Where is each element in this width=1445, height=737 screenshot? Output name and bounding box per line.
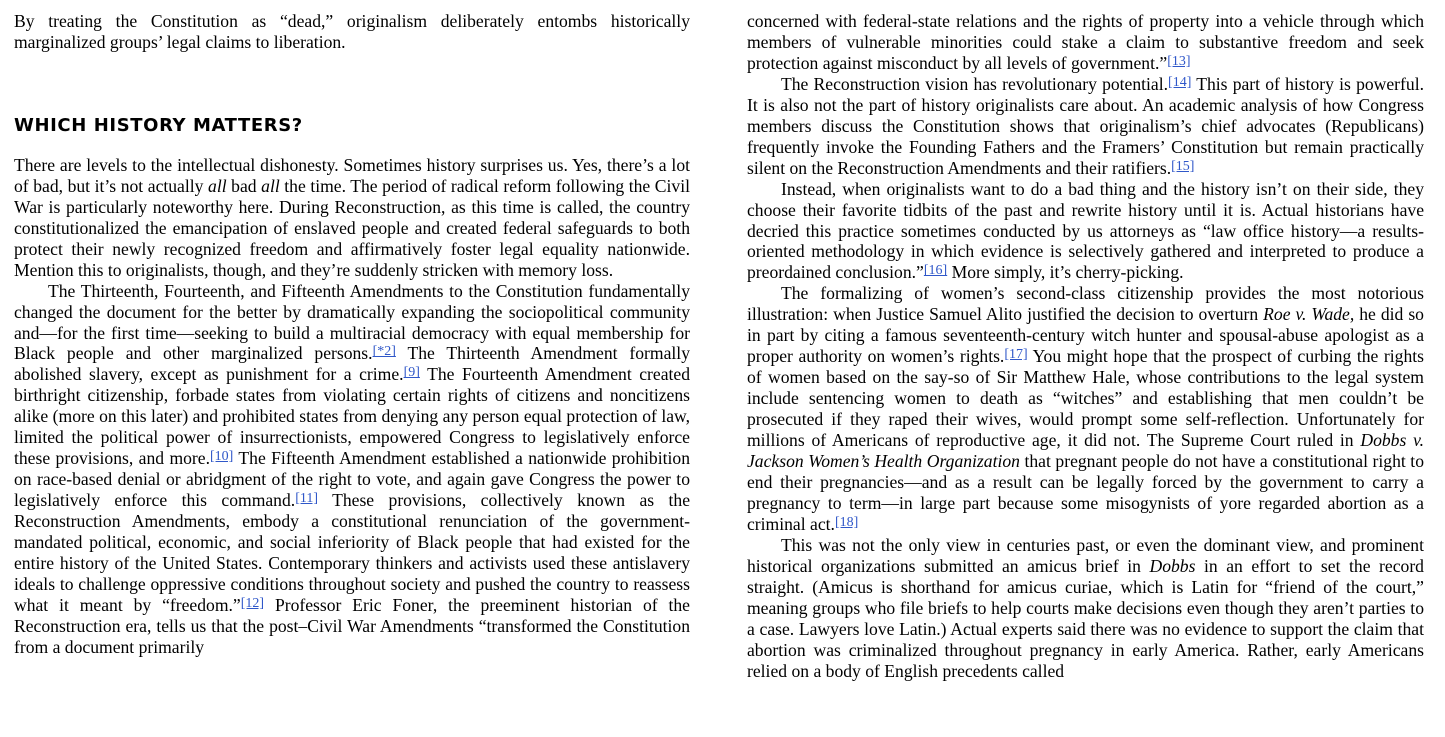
paragraph-levels — [14, 155, 690, 281]
text-run: Professor Eric Foner, the preeminent historian of the Reconstruction era, tells us that the post–Civil War Amendments “transformed the Constitution from a document primarily — [14, 594, 690, 657]
text-run: There are levels to the intellectual dishonesty. Sometimes history surprises us. Yes, there’s a lot of bad, but it’s not actually — [14, 154, 690, 196]
paragraph-continued — [747, 11, 1424, 74]
right-column — [747, 11, 1424, 682]
footnote-link-18[interactable]: [18] — [834, 514, 859, 530]
paragraph-intro: By treating the Constitution as “dead,” originalism deliberately entombs historically marginalized groups’ legal claims to liberation. — [14, 11, 690, 52]
footnote-link-14[interactable]: [14] — [1168, 74, 1192, 90]
footnote-link-star2[interactable]: [*2] — [372, 344, 396, 360]
text-run: concerned with federal-state relations and the rights of property into a vehicle through which members of vulnerable minorities could stake a claim to substantive freedom and seek protection against misconduct by all levels of government.” — [747, 11, 1424, 73]
text-run: The Thirteenth, Fourteenth, and Fifteenth Amendments to the Constitution fundamentally changed the document for the better by dramatically expanding the sociopolitical community and—for the first time—seeking to build a multiracial democracy with equal membership for Black people and other marginalized persons. — [14, 280, 690, 364]
footnote-link-11[interactable]: [11] — [295, 491, 318, 507]
case-name-dobbs: Dobbs v. Jackson Women’s Health Organization — [747, 430, 1424, 472]
case-name-roe: Roe v. Wade, — [1263, 304, 1355, 325]
text-run: bad — [226, 175, 262, 196]
left-column — [14, 11, 690, 658]
text-run: This was not the only view in centuries past, or even the dominant view, and prominent historical organizations submitted an amicus brief in — [747, 534, 1424, 576]
text-run: The Fifteenth Amendment established a nationwide prohibition on race-based denial or abridgment of the right to vote, and again gave Congress the power to legislatively enforce this command. — [14, 448, 690, 511]
text-run: The Fourteenth Amendment created birthright citizenship, forbade states from violating certain rights of citizens and noncitizens alike (more on this later) and prohibited states from denying any person equal protection of law, limited the political power of insurrectionists, empowered Congress to legislatively enforce these provisions, and more. — [14, 364, 691, 469]
paragraph-amendments — [14, 281, 690, 658]
emphasis-all-2: all — [261, 175, 280, 196]
paragraph-reconstruction-vision — [747, 74, 1424, 179]
footnote-link-15[interactable]: [15] — [1171, 158, 1195, 174]
paragraph-womens-citizenship — [747, 283, 1424, 534]
text-run: Instead, when originalists want to do a bad thing and the history isn’t on their side, they choose their favorite tidbits of the past and rewrite history until it is. Actual historians have decried this practice sometimes conducted by us attorneys as “law office history—a results-oriented methodology in which evidence is selectively gathered and interpreted to produce a preordained conclusion.” — [747, 178, 1424, 283]
text-run: You might hope that the prospect of curbing the rights of women based on the say-so of Sir Matthew Hale, whose contributions to the legal system include sentencing women to death as “witches” and establishing that men couldn’t be prosecuted if they raped their wives, would prompt some self-reflection. Unfortunately for millions of Americans of reproductive age, it did not. The Supreme Court ruled in — [747, 346, 1424, 451]
emphasis-all-1: all — [208, 175, 227, 196]
case-name-dobbs-short: Dobbs — [1149, 555, 1196, 576]
text-run: These provisions, collectively known as the Reconstruction Amendments, embody a constitutional renunciation of the government-mandated political, economic, and social inferiority of Black people that had existed for the entire history of the United States. Contemporary thinkers and activists used these antislavery ideals to challenge oppressive conditions throughout society and pushed the country to reassess what it meant by “freedom.” — [14, 490, 691, 615]
paragraph-amicus — [747, 535, 1424, 682]
footnote-link-17[interactable]: [17] — [1004, 347, 1028, 363]
text-run: This part of history is powerful. It is also not the part of history originalists care about. An academic analysis of how Congress members discuss the Constitution shows that originalism’s chief advocates (Republicans) frequently invoke the Founding Fathers and the Framers’ Constitution but remain practically silent on the Reconstruction Amendments and their ratifiers. — [747, 73, 1424, 178]
paragraph-cherry-picking — [747, 179, 1424, 284]
footnote-link-16[interactable]: [16] — [923, 263, 948, 279]
text-run: that pregnant people do not have a constitutional right to end their pregnancies—and as a result can be legally forced by the government to carry a pregnancy to term—in large part because some misogynists of yore regarded abortion as a criminal act. — [747, 451, 1424, 534]
footnote-link-9[interactable]: [9] — [403, 365, 420, 381]
section-heading: WHICH HISTORY MATTERS? — [14, 114, 303, 136]
text-run: the time. The period of radical reform following the Civil War is particularly noteworthy here. During Reconstruction, as this time is called, the country constitutionalized the emancipation of enslaved people and created federal safeguards to both protect their newly recognized freedom and affirmatively foster legal equality nationwide. Mention this to originalists, though, and they’re suddenly stricken with memory loss. — [14, 175, 691, 280]
footnote-link-10[interactable]: [10] — [210, 449, 234, 465]
text-run: More simply, it’s cherry-picking. — [947, 262, 1184, 283]
footnote-link-13[interactable]: [13] — [1167, 53, 1191, 69]
text-run: The Thirteenth Amendment formally abolished slavery, except as punishment for a crime. — [14, 343, 690, 385]
text-run: in an effort to set the record straight. (Amicus is shorthand for amicus curiae, which is Latin for “friend of the court,” meaning groups who file briefs to help courts make decisions even though they aren’t parties to a case. Lawyers love Latin.) Actual experts said there was no evidence to support the claim that abortion was criminalized throughout pregnancy in early America. Rather, early Americans relied on a body of English precedents called — [747, 555, 1424, 681]
text-run: he did so in part by citing a famous seventeenth-century witch hunter and spousal-abuse apologist as a proper authority on women’s rights. — [747, 304, 1424, 367]
text-run: The Reconstruction vision has revolutionary potential. — [781, 73, 1169, 94]
footnote-link-12[interactable]: [12] — [240, 595, 265, 611]
text-run: The formalizing of women’s second-class citizenship provides the most notorious illustration: when Justice Samuel Alito justified the decision to overturn — [747, 283, 1424, 325]
